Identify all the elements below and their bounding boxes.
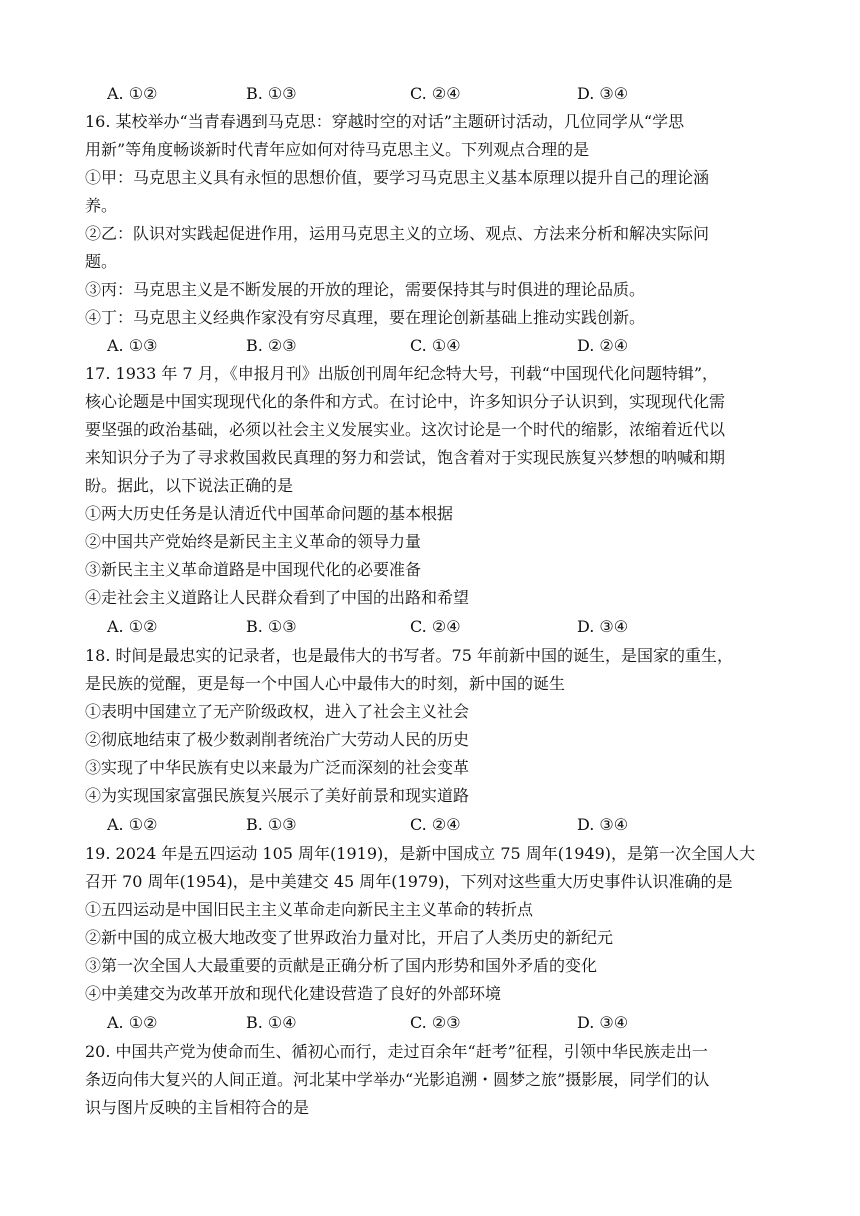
q18-stem-line: 18. 时间是最忠实的记录者，也是最伟大的书写者。75 年前新中国的诞生，是国家的重生， bbox=[85, 646, 733, 665]
q15-option-c[interactable]: C. ②④ bbox=[410, 84, 461, 103]
q17-stem-line: 核心论题是中国实现现代化的条件和方式。在讨论中，许多知识分子认识到，实现现代化需 bbox=[85, 392, 726, 411]
q17-statement-1: ①两大历史任务是认清近代中国革命问题的基本根据 bbox=[85, 504, 454, 523]
q17-stem-line: 要坚强的政治基础，必须以社会主义发展实业。这次讨论是一个时代的缩影，浓缩着近代以 bbox=[85, 420, 726, 439]
q19-statement-3: ③第一次全国人大最重要的贡献是正确分析了国内形势和国外矛盾的变化 bbox=[85, 956, 598, 975]
q16-option-a[interactable]: A. ①③ bbox=[107, 336, 158, 355]
q19-statement-4: ④中美建交为改革开放和现代化建设营造了良好的外部环境 bbox=[85, 984, 502, 1003]
q19-stem-line: 19. 2024 年是五四运动 105 周年(1919)，是新中国成立 75 周年(1949)，是第一次全国人大 bbox=[85, 844, 755, 863]
q16-statement-2-cont: 题。 bbox=[85, 252, 118, 271]
q15-option-b[interactable]: B. ①③ bbox=[246, 84, 297, 103]
q19-statement-2: ②新中国的成立极大地改变了世界政治力量对比，开启了人类历史的新纪元 bbox=[85, 928, 614, 947]
q15-option-d[interactable]: D. ③④ bbox=[577, 84, 629, 103]
q19-statement-1: ①五四运动是中国旧民主主义革命走向新民主主义革命的转折点 bbox=[85, 900, 534, 919]
q19-stem-line: 召开 70 周年(1954)，是中美建交 45 周年(1979)，下列对这些重大历史事件认识准确的是 bbox=[85, 872, 733, 891]
q16-stem-line: 16. 某校举办“当青春遇到马克思：穿越时空的对话”主题研讨活动，几位同学从“学思 bbox=[85, 112, 685, 131]
q17-statement-3: ③新民主主义革命道路是中国现代化的必要准备 bbox=[85, 560, 422, 579]
q20-stem-line: 条迈向伟大复兴的人间正道。河北某中学举办“光影追溯・圆梦之旅”摄影展，同学们的认 bbox=[85, 1070, 710, 1089]
q19-option-c[interactable]: C. ②③ bbox=[410, 1013, 461, 1032]
q17-option-d[interactable]: D. ③④ bbox=[577, 617, 629, 636]
q18-option-d[interactable]: D. ③④ bbox=[577, 815, 629, 834]
q19-option-a[interactable]: A. ①② bbox=[107, 1013, 158, 1032]
q19-option-d[interactable]: D. ③④ bbox=[577, 1013, 629, 1032]
q17-stem-line: 17. 1933 年 7 月，《申报月刊》出版创刊周年纪念特大号，刊载“中国现代化问题特辑”， bbox=[85, 364, 719, 383]
q18-option-c[interactable]: C. ②④ bbox=[410, 815, 461, 834]
q16-option-c[interactable]: C. ①④ bbox=[410, 336, 461, 355]
q16-statement-2: ②乙：队识对实践起促进作用，运用马克思主义的立场、观点、方法来分析和解决实际问 bbox=[85, 224, 710, 243]
q17-stem-line: 盼。据此，以下说法正确的是 bbox=[85, 476, 294, 495]
q15-option-a[interactable]: A. ①② bbox=[107, 84, 158, 103]
q18-statement-4: ④为实现国家富强民族复兴展示了美好前景和现实道路 bbox=[85, 786, 470, 805]
q16-statement-3: ③丙：马克思主义是不断发展的开放的理论，需要保持其与时俱进的理论品质。 bbox=[85, 280, 646, 299]
q17-stem-line: 来知识分子为了寻求救国救民真理的努力和尝试，饱含着对于实现民族复兴梦想的呐喊和期 bbox=[85, 448, 726, 467]
q16-stem-line: 用新”等角度畅谈新时代青年应如何对待马克思主义。下列观点合理的是 bbox=[85, 140, 590, 159]
q16-option-d[interactable]: D. ②④ bbox=[577, 336, 629, 355]
q17-option-b[interactable]: B. ①③ bbox=[246, 617, 297, 636]
q17-option-c[interactable]: C. ②④ bbox=[410, 617, 461, 636]
q17-statement-2: ②中国共产党始终是新民主主义革命的领导力量 bbox=[85, 532, 422, 551]
q19-option-b[interactable]: B. ①④ bbox=[246, 1013, 297, 1032]
q18-option-a[interactable]: A. ①② bbox=[107, 815, 158, 834]
q16-statement-4: ④丁：马克思主义经典作家没有穷尽真理，要在理论创新基础上推动实践创新。 bbox=[85, 308, 646, 327]
q18-stem-line: 是民族的觉醒，更是每一个中国人心中最伟大的时刻，新中国的诞生 bbox=[85, 674, 566, 693]
q16-option-b[interactable]: B. ②③ bbox=[246, 336, 297, 355]
q18-statement-3: ③实现了中华民族有史以来最为广泛而深刻的社会变革 bbox=[85, 758, 470, 777]
q17-option-a[interactable]: A. ①② bbox=[107, 617, 158, 636]
q17-statement-4: ④走社会主义道路让人民群众看到了中国的出路和希望 bbox=[85, 588, 470, 607]
q18-option-b[interactable]: B. ①③ bbox=[246, 815, 297, 834]
q16-statement-1-cont: 养。 bbox=[85, 196, 118, 215]
q18-statement-1: ①表明中国建立了无产阶级政权，进入了社会主义社会 bbox=[85, 702, 470, 721]
q18-statement-2: ②彻底地结束了极少数剥削者统治广大劳动人民的历史 bbox=[85, 730, 470, 749]
q16-statement-1: ①甲：马克思主义具有永恒的思想价值，要学习马克思主义基本原理以提升自己的理论涵 bbox=[85, 168, 710, 187]
q20-stem-line: 20. 中国共产党为使命而生、循初心而行，走过百余年“赶考”征程，引领中华民族走出一 bbox=[85, 1042, 708, 1061]
q20-stem-line: 识与图片反映的主旨相符合的是 bbox=[85, 1098, 310, 1117]
